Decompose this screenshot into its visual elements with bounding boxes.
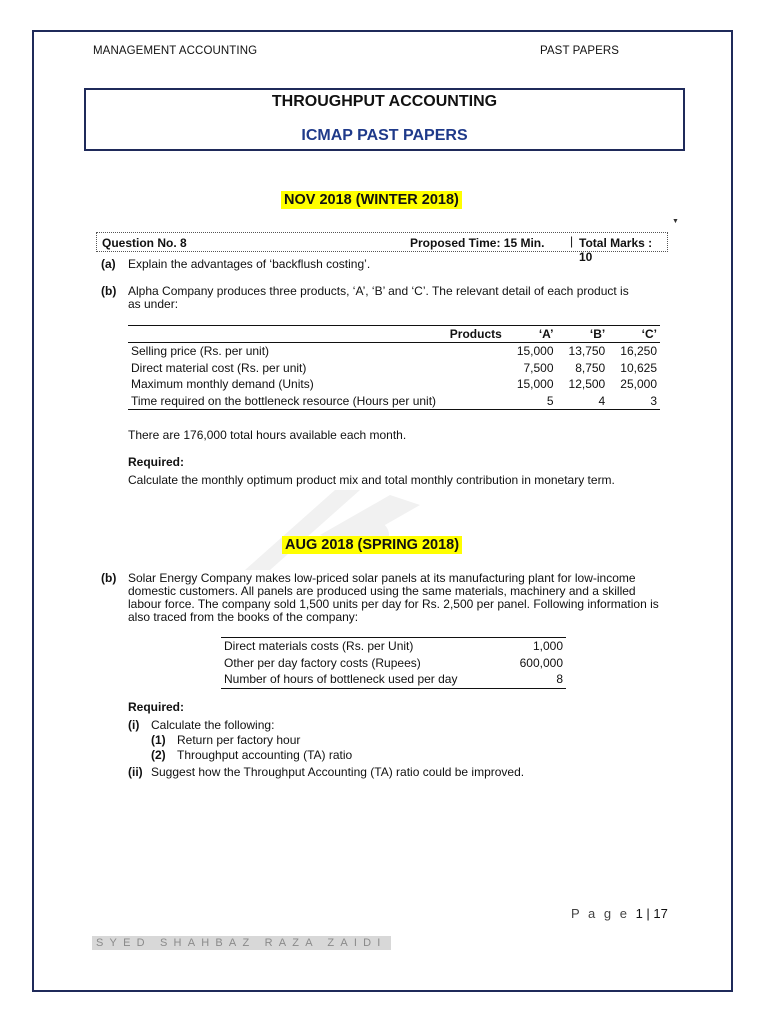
item-ii-text: Suggest how the Throughput Accounting (TA) ratio could be improved. [151, 765, 525, 779]
item-2-label: (2) [151, 748, 166, 762]
title-main: THROUGHPUT ACCOUNTING [271, 93, 498, 110]
required-label-1: Required: [128, 455, 185, 469]
row-label: Direct materials costs (Rs. per Unit) [224, 639, 414, 654]
cell: 16,250 [620, 344, 657, 359]
cell: 15,000 [516, 377, 554, 392]
cell: 25,000 [620, 377, 657, 392]
solar-costs-table [221, 637, 566, 689]
row-label: Maximum monthly demand (Units) [131, 377, 314, 392]
hours-note: There are 176,000 total hours available each month. [128, 428, 407, 442]
row-label: Selling price (Rs. per unit) [131, 344, 270, 359]
question-number: Question No. 8 [102, 236, 187, 250]
total-marks: Total Marks : 10 [579, 236, 653, 264]
part-b-text-line2: as under: [128, 297, 179, 311]
row-label: Direct material cost (Rs. per unit) [131, 360, 307, 375]
section2-heading: AUG 2018 (SPRING 2018) [282, 536, 462, 554]
title-sub: ICMAP PAST PAPERS [301, 127, 468, 144]
cell: 7,500 [523, 360, 554, 375]
item-1-text: Return per factory hour [177, 733, 301, 747]
s2-part-b-line1: Solar Energy Company makes low-priced solar panels at its manufacturing plant for low-income [128, 571, 636, 585]
cell: 5 [546, 393, 554, 408]
s2-part-b-line2: domestic customers. All panels are produced using the same materials, machinery and a skilled [128, 584, 636, 598]
cell: 8,750 [575, 360, 606, 375]
table-row [221, 655, 566, 672]
cell: 4 [598, 393, 606, 408]
header-right: PAST PAPERS [540, 45, 620, 57]
item-1-label: (1) [151, 733, 166, 747]
cell: 600,000 [519, 655, 563, 670]
s2-part-b-line3: labour force. The company sold 1,500 units per day for Rs. 2,500 per panel. Following information is [128, 597, 659, 611]
part-b-label: (b) [101, 284, 117, 298]
col-products: Products [128, 326, 505, 343]
item-i-label: (i) [128, 718, 140, 732]
row-label: Other per day factory costs (Rupees) [224, 655, 421, 670]
table-row [221, 638, 566, 655]
table-row [128, 343, 660, 360]
cell: 13,750 [568, 344, 606, 359]
item-i-text: Calculate the following: [151, 718, 275, 732]
title-box [84, 88, 685, 151]
s2-part-b-line4: also traced from the books of the company: [128, 610, 359, 624]
page-number [571, 906, 668, 921]
page-word: P a g e [571, 906, 630, 921]
row-label: Time required on the bottleneck resource (Hours per unit) [131, 393, 437, 408]
part-a-label: (a) [101, 257, 116, 271]
required-text-1: Calculate the monthly optimum product mix and total monthly contribution in monetary term. [128, 473, 615, 487]
author-footer: SYED SHAHBAZ RAZA ZAIDI [92, 936, 391, 950]
products-table-header [128, 326, 660, 343]
question-bar-separator: | [570, 234, 574, 248]
page-count: 1 | 17 [635, 906, 668, 921]
cell: 10,625 [620, 360, 657, 375]
margin-mark: ▼ [672, 218, 679, 225]
section1-heading: NOV 2018 (WINTER 2018) [281, 191, 462, 209]
table-row [128, 360, 660, 377]
header-left: MANAGEMENT ACCOUNTING [93, 45, 258, 57]
table-row [221, 671, 566, 688]
item-2-text: Throughput accounting (TA) ratio [177, 748, 353, 762]
col-c: ‘C’ [608, 326, 660, 343]
col-b: ‘B’ [557, 326, 609, 343]
required-label-2: Required: [128, 700, 185, 714]
cell: 12,500 [568, 377, 606, 392]
products-table [128, 325, 660, 410]
s2-part-b-label: (b) [101, 571, 117, 585]
cell: 15,000 [516, 344, 554, 359]
cell: 1,000 [532, 639, 563, 654]
table-row [128, 393, 660, 410]
part-a-text: Explain the advantages of ‘backflush costing’. [128, 257, 371, 271]
part-b-text-line1: Alpha Company produces three products, ‘A’, ‘B’ and ‘C’. The relevant detail of each product is [128, 284, 629, 298]
watermark-logo [225, 480, 435, 575]
row-label: Number of hours of bottleneck used per day [224, 672, 458, 687]
col-a: ‘A’ [505, 326, 557, 343]
cell: 8 [556, 672, 563, 687]
cell: 3 [650, 393, 657, 408]
proposed-time: Proposed Time: 15 Min. [410, 236, 545, 250]
item-ii-label: (ii) [128, 765, 143, 779]
table-row [128, 376, 660, 393]
